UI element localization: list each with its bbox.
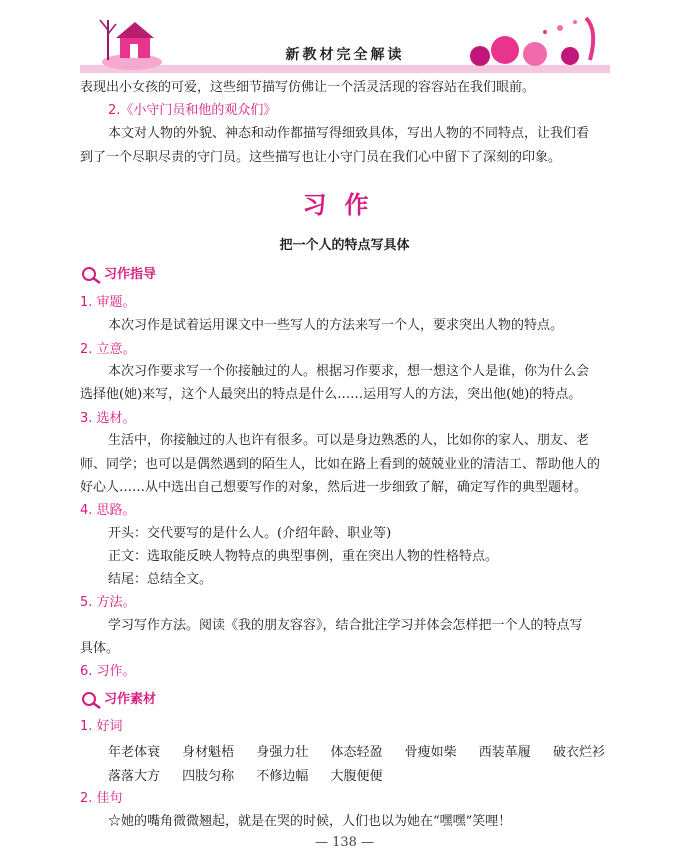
word: 年老体衰 (108, 745, 161, 760)
guide-label (80, 263, 156, 284)
guide-item-2-line1: 本次习作要求写一个你接触过的人。根据习作要求，想一想这个人是谁，你为什么会 (108, 364, 590, 379)
flower-illustration (450, 10, 610, 70)
guide-item-5-line1: 学习写作方法。阅读《我的朋友容容》，结合批注学习并体会怎样把一个人的特点写 (108, 618, 583, 633)
magnifier-icon (80, 266, 102, 284)
header-title: 新教材完全解读 (285, 47, 405, 63)
word: 四肢匀称 (182, 769, 235, 784)
guide-label-text: 习作指导 (104, 267, 157, 282)
word: 不修边幅 (256, 769, 309, 784)
word: 骨瘦如柴 (404, 745, 457, 760)
guide-item-1-line1: 本次习作是试着运用课文中一些写人的方法来写一个人，要求突出人物的特点。 (108, 318, 564, 333)
word: 西装革履 (478, 745, 531, 760)
guide-item-4-num: 4. 思路。 (80, 503, 136, 518)
guide-item-6-num: 6. 习作。 (80, 664, 136, 679)
guide-item-5-num: 5. 方法。 (80, 595, 136, 610)
page-header (80, 10, 610, 75)
prev-item2-title: 2.《小守门员和他的观众们》 (108, 103, 277, 118)
prev-para2-line2: 到了一个尽职尽责的守门员。这些描写也让小守门员在我们心中留下了深刻的印象。 (80, 150, 562, 165)
guide-item-3-line1: 生活中，你接触过的人也许有很多。可以是身边熟悉的人，比如你的家人、朋友、老 (108, 433, 590, 448)
guide-item-3-line3: 好心人……从中选出自己想要写作的对象，然后进一步细致了解，确定写作的典型题材。 (80, 480, 588, 495)
guide-item-4-line3: 结尾：总结全文。 (108, 572, 213, 587)
prev-para1-line1: 表现出小女孩的可爱，这些细节描写仿佛让一个活灵活现的容容站在我们眼前。 (80, 80, 536, 95)
guide-item-2-line2: 选择他(她)来写，这个人最突出的特点是什么……运用写人的方法，突出他(她)的特点。 (80, 387, 582, 402)
word: 落落大方 (108, 769, 161, 784)
word: 大腹便便 (330, 769, 383, 784)
word: 体态轻盈 (330, 745, 383, 760)
word: 身材魁梧 (182, 745, 235, 760)
section-title: 习作 (302, 191, 387, 219)
guide-item-2-num: 2. 立意。 (80, 342, 136, 357)
word: 身强力壮 (256, 745, 309, 760)
words-row-1 (108, 741, 623, 760)
guide-item-3-num: 3. 选材。 (80, 411, 136, 426)
guide-item-4-line1: 开头：交代要写的是什么人。(介绍年龄、职业等) (108, 526, 392, 541)
sentence-title: 2. 佳句 (80, 791, 123, 806)
guide-item-4-line2: 正文：选取能反映人物特点的典型事例，重在突出人物的性格特点。 (108, 549, 499, 564)
material-label-text: 习作素材 (104, 692, 157, 707)
section-subtitle: 把一个人的特点写具体 (279, 238, 410, 253)
word: 破衣烂衫 (552, 745, 605, 760)
magnifier-icon (80, 691, 102, 709)
words-row-2 (108, 765, 400, 784)
page-number: — 138 — (314, 835, 375, 850)
guide-item-1-num: 1. 审题。 (80, 295, 136, 310)
prev-para2-line1: 本文对人物的外貌、神态和动作都描写得细致具体，写出人物的不同特点，让我们看 (108, 126, 590, 141)
words-title: 1. 好词 (80, 719, 123, 734)
material-label (80, 688, 156, 709)
guide-item-3-line2: 师、同学；也可以是偶然遇到的陌生人，比如在路上看到的兢兢业业的清洁工、帮助他人的 (80, 457, 601, 472)
guide-item-5-line2: 具体。 (80, 641, 120, 656)
sentence-text: ☆她的嘴角微微翘起，就是在哭的时候，人们也以为她在“嘿嘿”笑哩！ (108, 814, 512, 829)
